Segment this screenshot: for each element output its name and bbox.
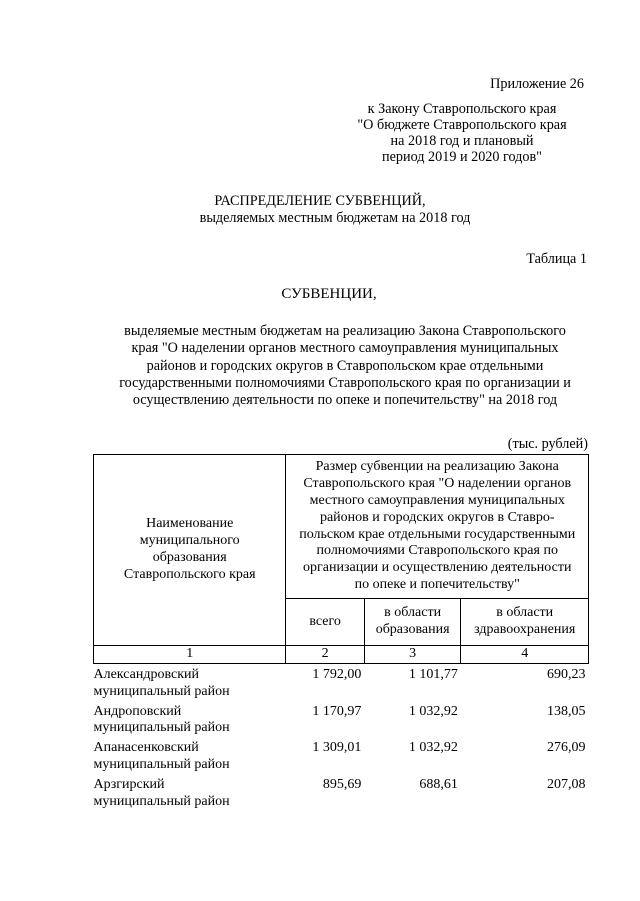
header-name-line: Ставропольского края <box>123 566 256 582</box>
district-name-line: муниципальный район <box>93 720 230 736</box>
appendix-block <box>327 76 587 165</box>
district-name-line: муниципальный район <box>93 793 230 809</box>
column-number: 1 <box>94 646 286 664</box>
subventions-table <box>93 454 589 810</box>
district-name-line: Апанасенковский <box>93 740 199 756</box>
description-line: осуществлению деятельности по опеке и попечительству" на 2018 год <box>132 392 558 409</box>
appendix-lines <box>327 101 587 165</box>
units-label: (тыс. рублей) <box>507 436 588 452</box>
value-total: 1 792,00 <box>312 667 362 682</box>
description-line: районов и городских округов в Ставропольском крае отдельными <box>146 357 544 374</box>
description-line: края "О наделении органов местного самоуправления муниципальных <box>131 340 559 357</box>
district-name-line: Андроповский <box>93 703 182 719</box>
district-name-line: муниципальный район <box>93 756 230 772</box>
table-header-row <box>94 455 589 599</box>
header-health <box>461 599 589 646</box>
header-size-line: по опеке и попечительству" <box>354 576 520 592</box>
description <box>95 323 595 409</box>
column-numbers-row <box>94 646 589 664</box>
column-number: 4 <box>461 646 589 664</box>
column-number: 3 <box>364 646 461 664</box>
document-heading <box>0 193 640 227</box>
header-name-line: муниципального <box>139 533 240 549</box>
value-health: 276,09 <box>547 740 586 756</box>
value-education: 1 101,77 <box>408 667 458 682</box>
appendix-line: на 2018 год и плановый <box>390 133 534 149</box>
table-row <box>94 701 589 738</box>
value-health: 138,05 <box>547 703 586 719</box>
header-size-line: польском крае отдельными государственными <box>299 526 576 542</box>
header-size-line: Ставропольского края "О наделении органов <box>303 476 572 492</box>
district-name <box>94 701 286 738</box>
header-education <box>364 599 461 646</box>
column-number: 2 <box>286 646 364 664</box>
table-row <box>94 664 589 701</box>
value-total: 1 170,97 <box>312 703 362 719</box>
table-row <box>94 774 589 811</box>
header-size-line: Размер субвенции на реализацию Закона <box>315 459 559 475</box>
value-total: 895,69 <box>322 776 362 792</box>
header-name-line: образования <box>152 550 227 565</box>
header-name-line: Наименование <box>146 516 234 532</box>
table-row <box>94 737 589 774</box>
header-size-line: полномочиями Ставропольского края по <box>316 543 558 559</box>
district-name <box>94 774 286 811</box>
header-size-line: местного самоуправления муниципальных <box>309 492 565 508</box>
header-size-line: организации и осуществлению деятельности <box>303 560 572 576</box>
header-name <box>94 455 286 646</box>
header-education-line: в области <box>384 605 442 621</box>
header-size-line: районов и городских округов в Ставро- <box>319 509 555 525</box>
appendix-line: к Закону Ставропольского края <box>367 101 557 117</box>
heading-line-2: выделяемых местным бюджетам на 2018 год <box>199 210 471 226</box>
header-size <box>286 455 589 599</box>
appendix-line: период 2019 и 2020 годов" <box>382 149 542 165</box>
header-total: всего <box>286 599 364 646</box>
appendix-line: "О бюджете Ставропольского края <box>357 117 567 133</box>
header-health-line: в области <box>496 605 554 621</box>
value-education: 688,61 <box>419 776 458 792</box>
appendix-title: Приложение 26 <box>490 76 584 92</box>
value-total: 1 309,01 <box>312 740 362 756</box>
table-label: Таблица 1 <box>526 251 587 267</box>
header-health-line: здравоохранения <box>474 622 576 637</box>
district-name-line: Александровский <box>93 667 200 682</box>
heading-line-1: РАСПРЕДЕЛЕНИЕ СУБВЕНЦИЙ, <box>214 193 426 209</box>
district-name-line: Арзгирский <box>93 776 165 792</box>
district-name-line: муниципальный район <box>93 683 230 699</box>
district-name <box>94 664 286 701</box>
value-education: 1 032,92 <box>408 703 458 719</box>
district-name <box>94 737 286 774</box>
description-line: выделяемые местным бюджетам на реализацию Закона Ставропольского <box>124 323 566 339</box>
value-health: 690,23 <box>547 667 586 682</box>
value-health: 207,08 <box>547 776 586 792</box>
header-education-line: образования <box>375 622 450 637</box>
subventions-title: СУБВЕНЦИИ, <box>281 286 377 302</box>
description-line: государственными полномочиями Ставропольского края по организации и <box>119 374 571 391</box>
value-education: 1 032,92 <box>408 740 458 756</box>
